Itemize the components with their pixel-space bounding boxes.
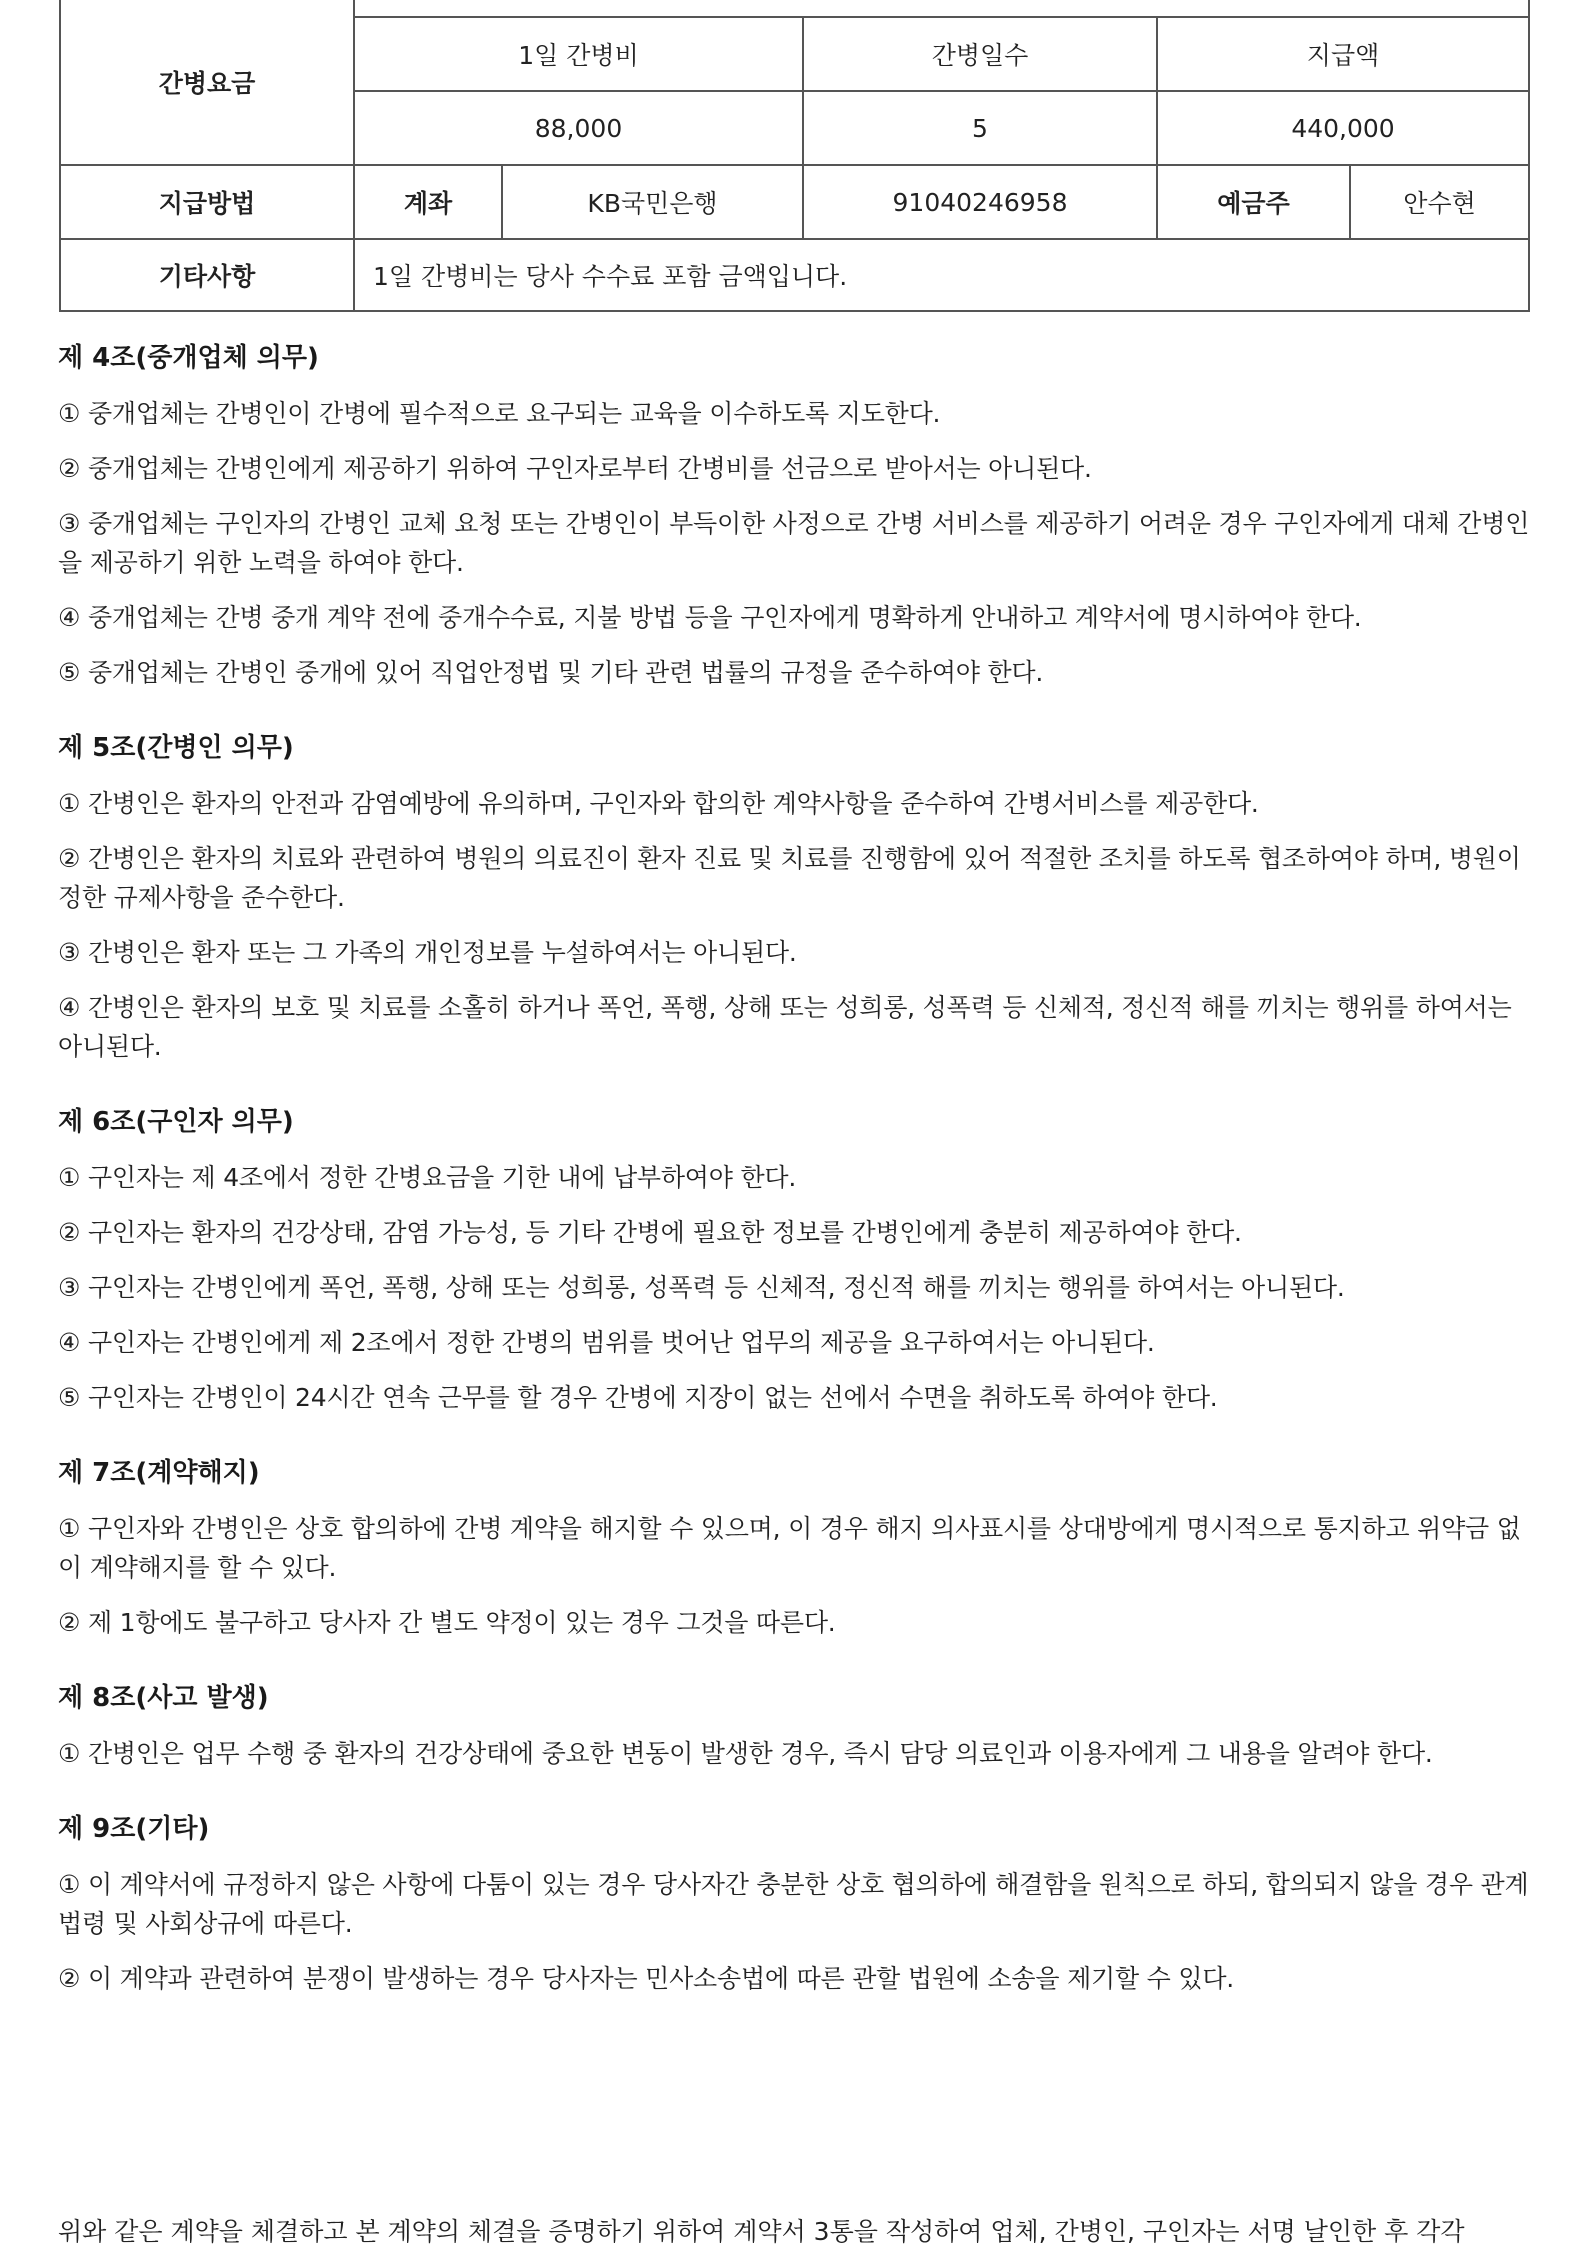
- clause: ① 중개업체는 간병인이 간병에 필수적으로 요구되는 교육을 이수하도록 지도한다.: [58, 399, 941, 428]
- holder-label: 예금주: [1157, 165, 1350, 239]
- article-5: [58, 730, 1530, 1066]
- clause: ⑤ 중개업체는 간병인 중개에 있어 직업안정법 및 기타 관련 법률의 규정을 준수하여야 한다.: [58, 658, 1044, 687]
- fee-label: 간병요금: [158, 69, 256, 98]
- clause: ④ 중개업체는 간병 중개 계약 전에 중개수수료, 지불 방법 등을 구인자에게 명확하게 안내하고 계약서에 명시하여야 한다.: [58, 603, 1362, 632]
- clause: ① 간병인은 환자의 안전과 감염예방에 유의하며, 구인자와 합의한 계약사항을 준수하여 간병서비스를 제공한다.: [58, 789, 1259, 818]
- article-title: 제 8조(사고 발생): [58, 1683, 269, 1713]
- article-title: 제 4조(중개업체 의무): [58, 343, 319, 373]
- clause: ④ 구인자는 간병인에게 제 2조에서 정한 간병의 범위를 벗어난 업무의 제공을 요구하여서는 아니된다.: [58, 1328, 1155, 1357]
- prev-row-cell: [354, 0, 1529, 17]
- clause: ③ 중개업체는 구인자의 간병인 교체 요청 또는 간병인이 부득이한 사정으로 간병 서비스를 제공하기 어려운 경우 구인자에게 대체 간병인을 제공하기 위한 노력을 하여야 한다.: [58, 509, 1530, 577]
- clause: ③ 구인자는 간병인에게 폭언, 폭행, 상해 또는 성희롱, 성폭력 등 신체적, 정신적 해를 끼치는 행위를 하여서는 아니된다.: [58, 1273, 1345, 1302]
- holder-name: 안수현: [1350, 165, 1529, 239]
- clause: ② 간병인은 환자의 치료와 관련하여 병원의 의료진이 환자 진료 및 치료를 진행함에 있어 적절한 조치를 하도록 협조하여야 하며, 병원이 정한 규제사항을 준수한다.: [58, 844, 1521, 912]
- fee-header-daily: 1일 간병비: [354, 17, 803, 91]
- payment-label: 지급방법: [60, 165, 354, 239]
- fee-value-daily: 88,000: [354, 91, 803, 165]
- article-4: [58, 340, 1530, 692]
- clause: ⑤ 구인자는 간병인이 24시간 연속 근무를 할 경우 간병에 지장이 없는 선에서 수면을 취하도록 하여야 한다.: [58, 1383, 1218, 1412]
- clause: ② 중개업체는 간병인에게 제공하기 위하여 구인자로부터 간병비를 선금으로 받아서는 아니된다.: [58, 454, 1092, 483]
- clause: ① 이 계약서에 규정하지 않은 사항에 다툼이 있는 경우 당사자간 충분한 상호 협의하에 해결함을 원칙으로 하되, 합의되지 않을 경우 관계 법령 및 사회상규에 따른다.: [58, 1870, 1529, 1938]
- bank-name: KB국민은행: [502, 165, 803, 239]
- article-title: 제 6조(구인자 의무): [58, 1107, 294, 1137]
- article-6: [58, 1104, 1530, 1417]
- clause: ② 제 1항에도 불구하고 당사자 간 별도 약정이 있는 경우 그것을 따른다.: [58, 1608, 836, 1637]
- clause: ② 이 계약과 관련하여 분쟁이 발생하는 경우 당사자는 민사소송법에 따른 관할 법원에 소송을 제기할 수 있다.: [58, 1964, 1235, 1993]
- article-title: 제 9조(기타): [58, 1814, 210, 1844]
- etc-text: 1일 간병비는 당사 수수료 포함 금액입니다.: [354, 239, 1529, 311]
- article-title: 제 5조(간병인 의무): [58, 733, 294, 763]
- articles: [58, 340, 1530, 2036]
- article-8: [58, 1680, 1530, 1773]
- closing-statement: 위와 같은 계약을 체결하고 본 계약의 체결을 증명하기 위하여 계약서 3통을 작성하여 업체, 간병인, 구인자는 서명 날인한 후 각각: [58, 2217, 1465, 2246]
- clause: ① 간병인은 업무 수행 중 환자의 건강상태에 중요한 변동이 발생한 경우, 즉시 담당 의료인과 이용자에게 그 내용을 알려야 한다.: [58, 1739, 1433, 1768]
- fee-table: [59, 0, 1530, 312]
- account-label: 계좌: [354, 165, 502, 239]
- etc-label: 기타사항: [60, 239, 354, 311]
- article-title: 제 7조(계약해지): [58, 1458, 260, 1488]
- clause: ③ 간병인은 환자 또는 그 가족의 개인정보를 누설하여서는 아니된다.: [58, 938, 797, 967]
- fee-value-days: 5: [803, 91, 1157, 165]
- account-number: 91040246958: [803, 165, 1157, 239]
- clause: ① 구인자는 제 4조에서 정한 간병요금을 기한 내에 납부하여야 한다.: [58, 1163, 797, 1192]
- fee-header-days: 간병일수: [803, 17, 1157, 91]
- clause: ① 구인자와 간병인은 상호 합의하에 간병 계약을 해지할 수 있으며, 이 경우 해지 의사표시를 상대방에게 명시적으로 통지하고 위약금 없이 계약해지를 할 수 있다.: [58, 1514, 1521, 1582]
- clause: ④ 간병인은 환자의 보호 및 치료를 소홀히 하거나 폭언, 폭행, 상해 또는 성희롱, 성폭력 등 신체적, 정신적 해를 끼치는 행위를 하여서는 아니된다.: [58, 993, 1512, 1061]
- clause: ② 구인자는 환자의 건강상태, 감염 가능성, 등 기타 간병에 필요한 정보를 간병인에게 충분히 제공하여야 한다.: [58, 1218, 1242, 1247]
- article-9: [58, 1811, 1530, 1998]
- fee-value-amount: 440,000: [1157, 91, 1529, 165]
- fee-header-amount: 지급액: [1157, 17, 1529, 91]
- article-7: [58, 1455, 1530, 1642]
- fee-label-cell-top: [60, 0, 354, 165]
